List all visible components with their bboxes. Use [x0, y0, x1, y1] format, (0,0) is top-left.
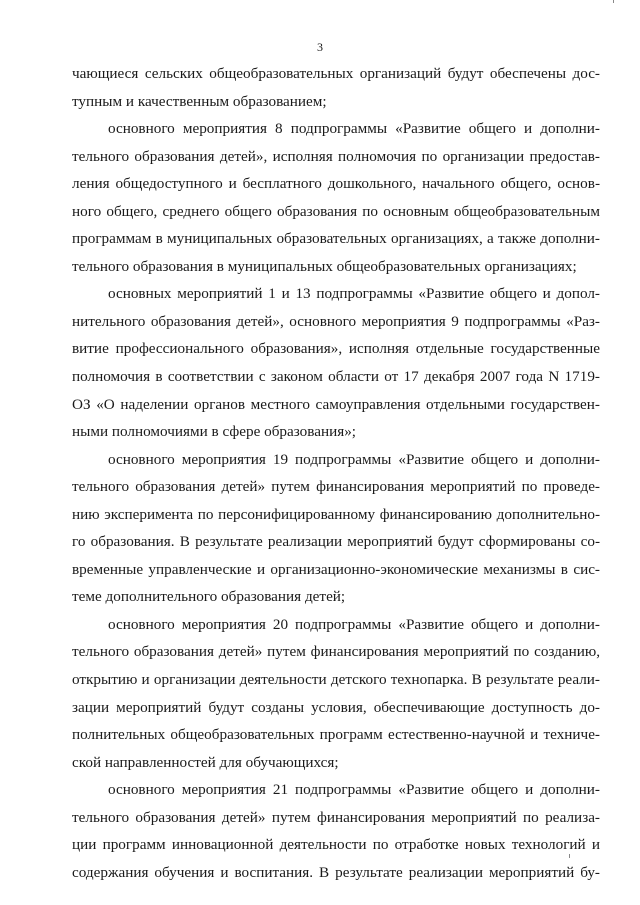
text-line: основного мероприятия 8 подпрограммы «Развитие общего и дополни-	[108, 120, 600, 138]
page-number: 3	[317, 40, 323, 54]
text-line: нительного образования детей», основного мероприятия 9 подпрограммы «Раз-	[72, 312, 600, 330]
paragraph	[72, 446, 600, 611]
text-line: чающиеся сельских общеобразовательных организаций будут обеспечены дос-	[72, 65, 600, 82]
text-line: содержания обучения и воспитания. В результате реализации мероприятий бу-	[72, 863, 600, 881]
text-line: нию эксперимента по персонифицированному финансированию дополнительно-	[72, 505, 600, 523]
text-line: открытию и организации деятельности детского технопарка. В результате реали-	[72, 671, 600, 689]
text-line: ции программ инновационной деятельности по отработке новых технологий и	[72, 836, 600, 854]
text-line: тельного образования детей» путем финансирования мероприятий по реализа-	[72, 808, 600, 826]
scan-mark	[613, 0, 614, 3]
text-line: тельного образования детей» путем финансирования мероприятий по созданию,	[72, 643, 600, 661]
text-line: ской направленностей для обучающихся;	[72, 753, 339, 771]
paragraph	[72, 115, 600, 280]
paragraph	[72, 280, 600, 445]
text-line: программам в муниципальных образовательных организациях, а также дополни-	[72, 230, 600, 248]
text-line: ными полномочиями в сфере образования»;	[72, 423, 357, 441]
text-line: полномочия в соответствии с законом области от 17 декабря 2007 года N 1719-	[72, 368, 600, 386]
text-line: тельного образования детей» путем финансирования мероприятий по проведе-	[72, 478, 600, 496]
text-line: тельного образования в муниципальных общеобразовательных организациях;	[72, 257, 577, 275]
text-line: основного мероприятия 20 подпрограммы «Развитие общего и дополни-	[108, 615, 600, 633]
text-line: тупным и качественным образованием;	[72, 92, 327, 110]
text-line: полнительных общеобразовательных программ естественно-научной и техниче-	[72, 726, 600, 744]
text-line: ления общедоступного и бесплатного дошкольного, начального общего, основ-	[72, 175, 600, 193]
text-line: основного мероприятия 19 подпрограммы «Развитие общего и дополни-	[108, 450, 600, 468]
text-line: основного мероприятия 21 подпрограммы «Развитие общего и дополни-	[108, 781, 600, 799]
text-line: зации мероприятий будут созданы условия, обеспечивающие доступность до-	[72, 698, 600, 716]
text-line: ОЗ «О наделении органов местного самоуправления отдельными государствен-	[72, 395, 600, 413]
scan-mark	[569, 854, 570, 858]
paragraph	[72, 611, 600, 776]
text-line: го образования. В результате реализации мероприятий будут сформированы со-	[72, 533, 600, 551]
document-body	[72, 60, 600, 886]
text-line: ного общего, среднего общего образования по основным общеобразовательным	[72, 202, 600, 220]
text-line: тельного образования детей», исполняя полномочия по организации предостав-	[72, 147, 600, 165]
paragraph	[72, 60, 600, 115]
paragraph	[72, 776, 600, 886]
text-line: временные управленческие и организационно-экономические механизмы в сис-	[72, 560, 600, 578]
text-line: теме дополнительного образования детей;	[72, 588, 346, 606]
text-line: витие профессионального образования», исполняя отдельные государственные	[72, 340, 600, 358]
text-line: основных мероприятий 1 и 13 подпрограммы «Развитие общего и допол-	[108, 285, 600, 303]
